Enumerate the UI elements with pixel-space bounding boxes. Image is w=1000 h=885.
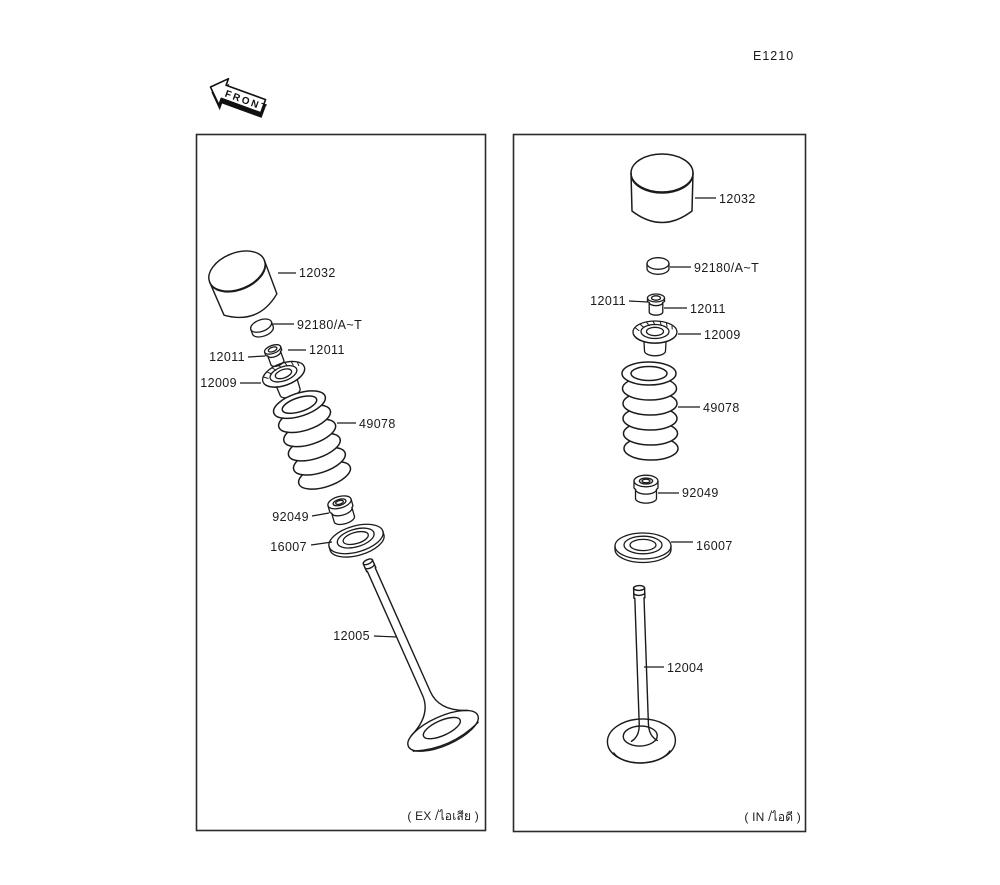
intake-shim-drawing — [647, 258, 669, 275]
exhaust-panel — [197, 135, 486, 831]
part-label-16007: 16007 — [270, 540, 307, 554]
part-label-12011-left: 12011 — [209, 350, 245, 364]
part-label-12005: 12005 — [333, 629, 370, 643]
part-label-12009: 12009 — [704, 328, 741, 342]
exhaust-stem-seal-drawing — [326, 493, 357, 526]
leader-line — [312, 513, 329, 516]
part-label-92049: 92049 — [272, 510, 309, 524]
part-label-92049: 92049 — [682, 486, 719, 500]
part-label-16007: 16007 — [696, 539, 733, 553]
diagram-code: E1210 — [753, 49, 795, 63]
exhaust-valve-spring-drawing — [270, 385, 354, 496]
leader-line — [248, 356, 265, 357]
intake-valve-lifter-drawing — [631, 154, 693, 223]
part-label-12011-right: 12011 — [309, 343, 345, 357]
leader-line — [374, 636, 397, 637]
exhaust-panel-caption: ( EX /ไอเสีย ) — [407, 809, 479, 823]
part-label-49078: 49078 — [359, 417, 396, 431]
exhaust-spring-seat-drawing — [326, 519, 388, 563]
part-label-12032: 12032 — [299, 266, 336, 280]
part-label-12011-right: 12011 — [690, 302, 726, 316]
exhaust-valve-drawing — [332, 544, 483, 759]
intake-panel — [514, 135, 806, 832]
part-label-92180: 92180/A~T — [694, 261, 760, 275]
intake-valve-spring-drawing — [622, 362, 678, 460]
front-direction-icon — [204, 74, 273, 126]
part-label-12009: 12009 — [200, 376, 237, 390]
part-label-12004: 12004 — [667, 661, 704, 675]
intake-valve-drawing — [602, 585, 676, 765]
part-label-12032: 12032 — [719, 192, 756, 206]
front-label: FRONT — [223, 88, 270, 115]
leader-line — [629, 301, 648, 302]
intake-stem-seal-drawing — [634, 475, 658, 503]
exhaust-valve-cotter-drawing — [263, 343, 286, 369]
intake-spring-seat-drawing — [615, 533, 671, 563]
exhaust-shim-drawing — [249, 316, 275, 339]
intake-spring-retainer-drawing — [633, 321, 677, 356]
intake-valve-cotter-drawing — [648, 294, 665, 315]
part-label-49078: 49078 — [703, 401, 740, 415]
part-label-92180: 92180/A~T — [297, 318, 363, 332]
exhaust-valve-lifter-drawing — [203, 243, 282, 325]
part-label-12011-left: 12011 — [590, 294, 626, 308]
intake-panel-caption: ( IN /ไอดี ) — [744, 810, 801, 824]
